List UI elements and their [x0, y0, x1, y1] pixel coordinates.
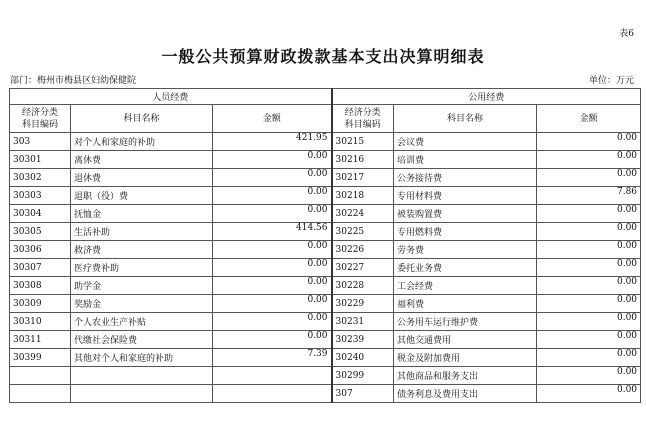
right-code-cell: 30299	[332, 367, 394, 385]
right-amount-header: 金额	[537, 105, 641, 133]
left-code-cell: 30304	[10, 205, 71, 223]
right-name-cell: 委托业务费	[394, 259, 537, 277]
right-amount-cell: 0.00	[537, 151, 641, 169]
left-name-cell: 医疗费补助	[71, 259, 213, 277]
table-row	[10, 367, 641, 385]
left-code-cell: 30306	[10, 241, 71, 259]
left-amount-cell: 0.00	[213, 331, 332, 349]
left-code-cell: 30311	[10, 331, 71, 349]
right-name-cell: 专用材料费	[394, 187, 537, 205]
public-group-header: 公用经费	[332, 89, 641, 105]
left-amount-cell: 0.00	[213, 241, 332, 259]
table-row	[10, 169, 641, 187]
right-name-cell: 培训费	[394, 151, 537, 169]
table-row	[10, 187, 641, 205]
right-amount-cell: 0.00	[537, 241, 641, 259]
right-amount-cell: 7.86	[537, 187, 641, 205]
left-code-cell: 30307	[10, 259, 71, 277]
left-amount-cell: 0.00	[213, 151, 332, 169]
left-code-cell: 30310	[10, 313, 71, 331]
right-amount-cell: 0.00	[537, 295, 641, 313]
left-name-header: 科目名称	[71, 105, 213, 133]
table-row	[10, 241, 641, 259]
left-code-cell: 30301	[10, 151, 71, 169]
right-name-cell: 公务用车运行维护费	[394, 313, 537, 331]
right-code-cell: 30229	[332, 295, 394, 313]
left-name-cell: 助学金	[71, 277, 213, 295]
right-amount-cell: 0.00	[537, 205, 641, 223]
page-title: 一般公共预算财政拨款基本支出决算明细表	[161, 47, 485, 66]
left-amount-cell: 0.00	[213, 169, 332, 187]
right-name-cell: 税金及附加费用	[394, 349, 537, 367]
table-row	[10, 259, 641, 277]
right-code-cell: 30240	[332, 349, 394, 367]
left-code-cell: 30399	[10, 349, 71, 367]
left-code-cell: 30309	[10, 295, 71, 313]
left-code-cell: 30302	[10, 169, 71, 187]
right-code-cell: 30224	[332, 205, 394, 223]
right-code-cell: 307	[332, 385, 394, 403]
right-code-cell: 30225	[332, 223, 394, 241]
right-code-cell: 30217	[332, 169, 394, 187]
left-name-cell: 抚恤金	[71, 205, 213, 223]
right-name-cell: 其他商品和服务支出	[394, 367, 537, 385]
left-code-cell	[10, 385, 71, 403]
left-name-cell: 其他对个人和家庭的补助	[71, 349, 213, 367]
table-row	[10, 151, 641, 169]
table-row	[10, 205, 641, 223]
left-amount-header: 金额	[213, 105, 332, 133]
left-code-cell	[10, 367, 71, 385]
left-code-cell: 303	[10, 133, 71, 151]
left-amount-cell: 421.95	[213, 133, 332, 151]
right-name-cell: 工会经费	[394, 277, 537, 295]
right-code-cell: 30231	[332, 313, 394, 331]
right-code-cell: 30215	[332, 133, 394, 151]
right-code-cell: 30239	[332, 331, 394, 349]
right-name-cell: 劳务费	[394, 241, 537, 259]
right-name-header: 科目名称	[394, 105, 537, 133]
right-amount-cell: 0.00	[537, 367, 641, 385]
left-name-cell: 代缴社会保险费	[71, 331, 213, 349]
left-code-header: 经济分类 科目编码	[10, 105, 71, 133]
right-amount-cell: 0.00	[537, 133, 641, 151]
left-amount-cell: 0.00	[213, 187, 332, 205]
right-name-cell: 其他交通费用	[394, 331, 537, 349]
right-name-cell: 福利费	[394, 295, 537, 313]
right-amount-cell: 0.00	[537, 331, 641, 349]
right-name-cell: 会议费	[394, 133, 537, 151]
right-name-cell: 专用燃料费	[394, 223, 537, 241]
expenditure-table	[9, 88, 641, 403]
table-row	[10, 331, 641, 349]
left-amount-cell: 0.00	[213, 277, 332, 295]
right-amount-cell: 0.00	[537, 313, 641, 331]
left-amount-cell	[213, 385, 332, 403]
right-amount-cell: 0.00	[537, 385, 641, 403]
left-name-cell: 离休费	[71, 151, 213, 169]
right-code-cell: 30216	[332, 151, 394, 169]
right-code-cell: 30218	[332, 187, 394, 205]
personnel-group-header: 人员经费	[10, 89, 332, 105]
left-code-cell: 30303	[10, 187, 71, 205]
left-name-cell: 对个人和家庭的补助	[71, 133, 213, 151]
left-amount-cell: 0.00	[213, 205, 332, 223]
right-amount-cell: 0.00	[537, 169, 641, 187]
left-amount-cell	[213, 367, 332, 385]
left-amount-cell: 0.00	[213, 313, 332, 331]
left-name-cell: 退职（役）费	[71, 187, 213, 205]
left-amount-cell: 0.00	[213, 295, 332, 313]
right-code-cell: 30226	[332, 241, 394, 259]
table-number: 表6	[619, 29, 634, 39]
left-name-cell: 个人农业生产补贴	[71, 313, 213, 331]
left-amount-cell: 0.00	[213, 259, 332, 277]
left-code-cell: 30305	[10, 223, 71, 241]
right-code-header: 经济分类 科目编码	[332, 105, 394, 133]
right-code-cell: 30227	[332, 259, 394, 277]
unit-label: 单位：万元	[588, 76, 634, 86]
table-row	[10, 223, 641, 241]
right-amount-cell: 0.00	[537, 277, 641, 295]
left-name-cell: 救济费	[71, 241, 213, 259]
right-amount-cell: 0.00	[537, 349, 641, 367]
left-name-cell: 生活补助	[71, 223, 213, 241]
right-name-cell: 公务接待费	[394, 169, 537, 187]
table-row	[10, 385, 641, 403]
table-row	[10, 313, 641, 331]
table-row	[10, 295, 641, 313]
left-amount-cell: 7.39	[213, 349, 332, 367]
left-name-cell	[71, 385, 213, 403]
department-label: 部门：梅州市梅县区妇幼保健院	[10, 76, 137, 86]
right-name-cell: 债务利息及费用支出	[394, 385, 537, 403]
right-code-cell: 30228	[332, 277, 394, 295]
left-amount-cell: 414.56	[213, 223, 332, 241]
right-amount-cell: 0.00	[537, 259, 641, 277]
right-name-cell: 被装购置费	[394, 205, 537, 223]
left-name-cell	[71, 367, 213, 385]
table-row	[10, 133, 641, 151]
right-amount-cell: 0.00	[537, 223, 641, 241]
left-name-cell: 退休费	[71, 169, 213, 187]
left-name-cell: 奖励金	[71, 295, 213, 313]
left-code-cell: 30308	[10, 277, 71, 295]
table-row	[10, 277, 641, 295]
table-row	[10, 349, 641, 367]
